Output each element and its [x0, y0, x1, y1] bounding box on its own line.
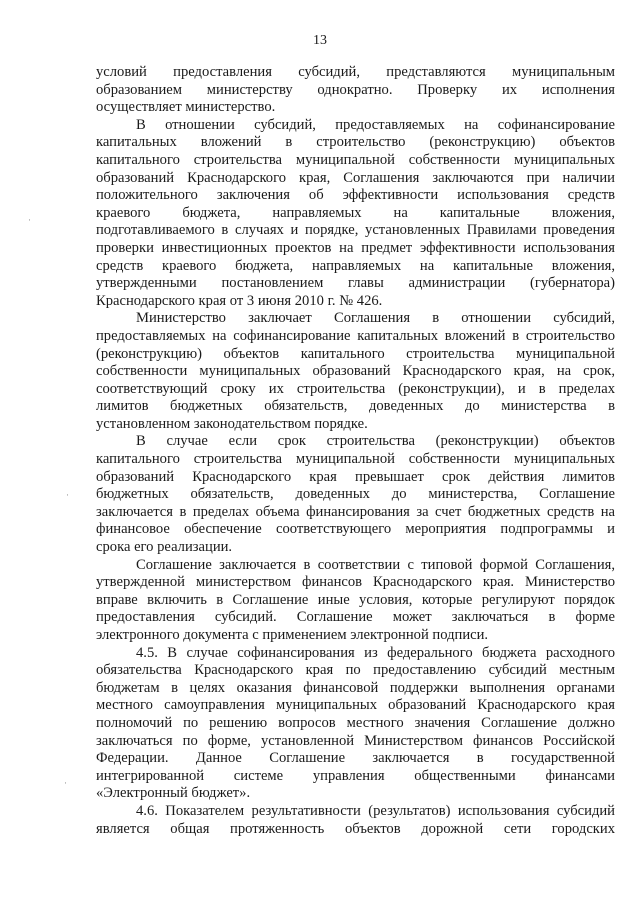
text-line: краевого бюджета, направляемых на капитальные вложения,: [96, 204, 615, 221]
text-line: 4.5. В случае софинансирования из федерального бюджета расходного: [136, 644, 615, 661]
text-line: условий предоставления субсидий, представляются муниципальным: [96, 64, 615, 80]
text-line: установленном законодательством порядке.: [96, 415, 368, 432]
text-line: местного самоуправления муниципальных образований Краснодарского края: [96, 697, 615, 714]
text-line: «Электронный бюджет».: [96, 785, 251, 802]
document-body: [96, 64, 615, 838]
text-line: заключаться по форме, установленной Министерством финансов Российской: [96, 732, 615, 749]
text-line: срока его реализации.: [96, 539, 233, 556]
text-line: предоставляемых на софинансирование капитальных вложений в строительство: [96, 327, 615, 344]
text-line: интегрированной системе управления общественными финансами: [96, 767, 615, 784]
paragraph: [96, 64, 615, 117]
margin-mark: ·: [64, 778, 67, 788]
margin-mark: ·: [28, 215, 31, 225]
text-line: бюджетам в целях оказания финансовой поддержки выполнения органами: [96, 679, 615, 696]
text-line: полномочий по решению вопросов местного значения Соглашение должно: [96, 714, 615, 731]
text-line: Министерство заключает Соглашения в отношении субсидий,: [136, 310, 615, 327]
text-line: капитальных вложений в строительство (реконструкцию) объектов: [96, 134, 615, 151]
text-line: электронного документа с применением электронной подписи.: [96, 627, 489, 643]
text-line: финансовое обеспечение соответствующего мероприятия подпрограммы и: [96, 521, 615, 538]
text-line: (реконструкцию) объектов капитального строительства муниципальной: [96, 345, 615, 362]
text-line: заключается в пределах объема финансирования за счет бюджетных средств на: [96, 503, 615, 520]
text-line: 4.6. Показателем результативности (результатов) использования субсидий: [136, 802, 615, 819]
text-line: В отношении субсидий, предоставляемых на софинансирование: [136, 116, 615, 133]
text-line: образований Краснодарского края, Соглашения заключаются при наличии: [96, 169, 615, 186]
text-line: средств краевого бюджета, направляемых на капитальные вложения,: [96, 257, 615, 274]
text-line: собственности муниципальных образований Краснодарского края, на срок,: [96, 363, 615, 380]
text-line: положительного заключения об эффективности использования средств: [96, 187, 615, 204]
text-line: предоставления субсидий. Соглашение может заключаться в форме: [96, 609, 615, 626]
text-line: Соглашение заключается в соответствии с типовой формой Соглашения,: [136, 556, 615, 573]
paragraph: [96, 645, 615, 803]
text-line: образованием министерству однократно. Проверку их исполнения: [96, 81, 615, 98]
text-line: утвержденными постановлением главы администрации (губернатора): [96, 275, 615, 292]
margin-mark: ·: [66, 490, 69, 500]
text-line: соответствующий сроку их строительства (реконструкции), и в пределах: [96, 380, 615, 397]
text-line: капитального строительства муниципальной собственности муниципальных: [96, 451, 615, 468]
text-line: подготавливаемого в случаях и порядке, установленных Правилами проведения: [96, 222, 615, 239]
paragraph: [96, 117, 615, 311]
page-number: 13: [313, 33, 327, 48]
text-line: Краснодарского края от 3 июня 2010 г. № 426.: [96, 292, 383, 309]
text-line: проверки инвестиционных проектов на предмет эффективности использования: [96, 239, 615, 256]
paragraph: [96, 803, 615, 838]
paragraph: [96, 433, 615, 556]
paragraph: [96, 310, 615, 433]
text-line: является общая протяженность объектов дорожной сети городских: [96, 820, 615, 837]
paragraph: [96, 557, 615, 645]
text-line: бюджетных обязательств, доведенных до министерства, Соглашение: [96, 486, 615, 503]
text-line: вправе включить в Соглашение иные условия, которые регулируют порядок: [96, 591, 615, 608]
text-line: обязательства Краснодарского края по предоставлению субсидий местным: [96, 662, 615, 679]
text-line: образований Краснодарского края превышает срок действия лимитов: [96, 468, 615, 485]
text-line: В случае если срок строительства (реконструкции) объектов: [136, 433, 615, 450]
text-line: Федерации. Данное Соглашение заключается в государственной: [96, 750, 615, 767]
text-line: утвержденной министерством финансов Краснодарского края. Министерство: [96, 574, 615, 591]
text-line: капитального строительства муниципальной собственности муниципальных: [96, 151, 615, 168]
text-line: осуществляет министерство.: [96, 99, 276, 116]
text-line: лимитов бюджетных обязательств, доведенных до министерства в: [96, 398, 615, 415]
